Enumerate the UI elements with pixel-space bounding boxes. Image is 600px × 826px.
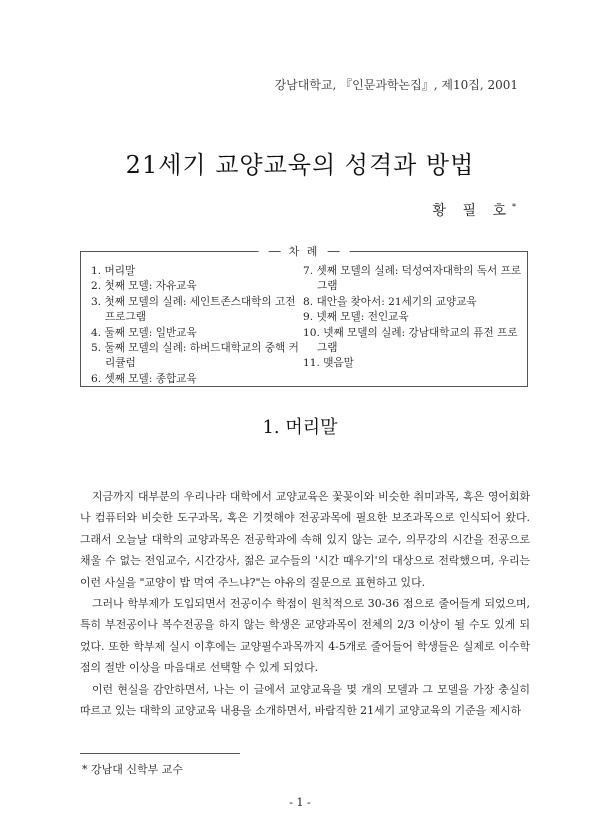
author-footnote-mark: * <box>512 202 516 212</box>
toc-item: 2. 첫째 모델: 자유교육 <box>91 280 197 293</box>
author-name-text: 황 필 호 <box>432 203 512 219</box>
section-heading: 1. 머리말 <box>262 417 338 438</box>
toc-item: 7. 셋째 모델의 실례: 덕성여자대학의 독서 프로그램 <box>303 265 522 293</box>
table-of-contents <box>80 245 528 387</box>
journal-citation: 강남대학교, 『인문과학논집』, 제10집, 2001 <box>274 78 518 92</box>
paragraph: 지금까지 대부분의 우리나라 대학에서 교양교육은 꽃꽂이와 비슷한 취미과목, 혹은 영어회화나 컴퓨터와 비슷한 도구과목, 혹은 기껏해야 전공과목에 필요한 보조과목으로 인식되어 왔다. 그래서 오늘날 대학의 교양과목은 전공학과에 속해 있지 않는 교수, 의무강의 시간을 전공으로 채울 수 없는 전임교수, 시간강사, 젊은 교수들의 '시간 때우기'의 대상으로 전락했으며, 우리는 이런 사실을 "교양이 밥 먹여 주느냐?"는 야유의 질문으로 표현하고 있다. <box>80 490 530 589</box>
toc-item: 6. 셋째 모델: 종합교육 <box>91 372 197 385</box>
toc-item: 3. 첫째 모델의 실례: 세인트존스대학의 고전 프로그램 <box>91 295 296 324</box>
toc-right-column <box>303 264 523 372</box>
toc-heading-text: 차 례 <box>288 245 320 258</box>
toc-left-column <box>91 264 301 387</box>
toc-item: 8. 대안을 찾아서: 21세기의 교양교육 <box>303 295 477 308</box>
footnote-divider <box>80 753 240 754</box>
toc-item: 11. 맺음말 <box>303 357 354 370</box>
toc-item: 9. 넷째 모델: 전인교육 <box>303 311 409 324</box>
toc-item: 4. 둘째 모델: 일반교육 <box>91 326 197 339</box>
page-number: - 1 - <box>289 796 311 809</box>
footnote: * 강남대 신학부 교수 <box>82 763 183 776</box>
paragraph: 이런 현실을 감안하면서, 나는 이 글에서 교양교육을 몇 개의 모델과 그 모델을 가장 충실히 따르고 있는 대학의 교양교육 내용을 소개하면서, 바람직한 21세기 교양교육의 기준을 제시하 <box>80 682 530 718</box>
toc-heading-rule-left <box>269 251 281 252</box>
paragraph: 그러나 학부제가 도입되면서 전공이수 학점이 원칙적으로 30-36 점으로 줄어들게 되었으며, 특히 부전공이나 복수전공을 하지 않는 학생은 교양과목이 전체의 2/3 이상이 될 수도 있게 되었다. 또한 학부제 실시 이후에는 교양필수과목까지 4-5개로 줄어들어 학생들은 실제로 이수학점의 절반 이상을 마음대로 선택할 수 있게 되었다. <box>80 597 530 675</box>
author-name <box>433 200 516 220</box>
toc-item: 1. 머리말 <box>91 265 136 277</box>
toc-heading <box>259 243 350 259</box>
toc-item: 10. 넷째 모델의 실례: 강남대학교의 퓨전 프로그램 <box>303 326 518 355</box>
toc-item: 5. 둘째 모델의 실례: 하버드대학교의 중핵 커리큘럼 <box>91 342 299 370</box>
body-text <box>80 486 530 721</box>
toc-heading-rule-right <box>327 251 339 252</box>
paper-title: 21세기 교양교육의 성격과 방법 <box>125 151 475 179</box>
